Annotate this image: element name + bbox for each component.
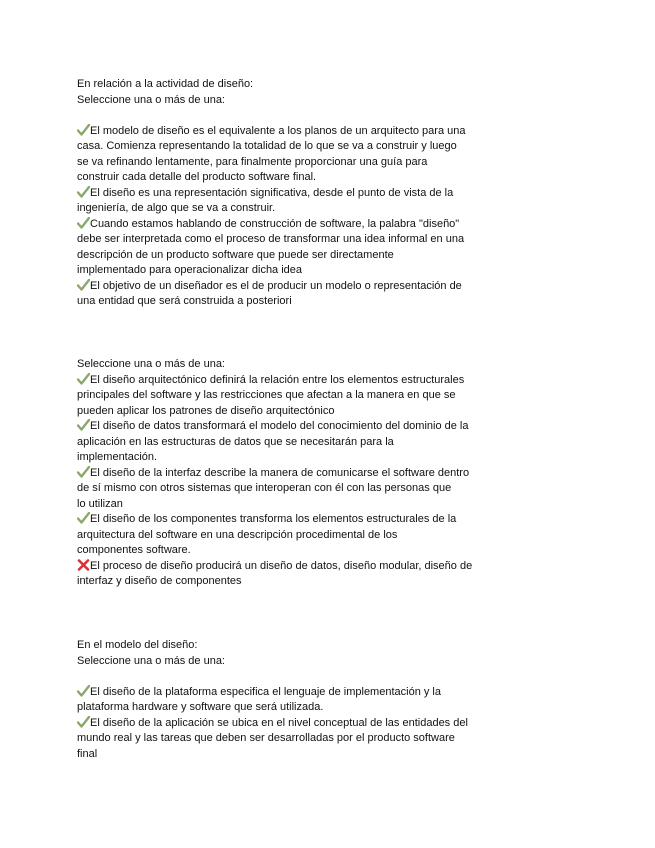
option-text: aplicación en las estructuras de datos que se necesitarán para la xyxy=(77,435,394,448)
answer-option xyxy=(77,419,517,466)
option-text: construir cada detalle del producto software final. xyxy=(77,171,317,183)
check-mark-icon xyxy=(77,466,90,478)
check-mark-icon xyxy=(77,217,90,229)
answer-option xyxy=(77,716,517,763)
option-text: casa. Comienza representando la totalidad de lo que se va a construir y luego xyxy=(77,140,457,152)
question-instruction: Seleccione una o más de una: xyxy=(77,93,225,106)
option-text: El proceso de diseño producirá un diseño de datos, diseño modular, diseño de xyxy=(90,559,473,572)
option-text: El diseño es una representación significativa, desde el punto de vista de la xyxy=(90,186,454,199)
option-text: El modelo de diseño es el equivalente a los planos de un arquitecto para una xyxy=(90,124,466,137)
option-text: ingeniería, de algo que se va a construir. xyxy=(77,202,276,214)
check-mark-icon xyxy=(77,419,90,431)
option-text: de sí mismo con otros sistemas que interoperan con él con las personas que xyxy=(77,482,452,494)
option-text: El diseño de la aplicación se ubica en el nivel conceptual de las entidades del xyxy=(90,716,468,729)
question-1 xyxy=(77,77,517,310)
option-text: El diseño de los componentes transforma los elementos estructurales de la xyxy=(90,513,457,525)
question-prompt: En el modelo del diseño: xyxy=(77,639,198,651)
question-prompt: En relación a la actividad de diseño: xyxy=(77,78,254,90)
option-text: principales del software y las restricciones que afectan a la manera en que se xyxy=(77,389,456,401)
option-text: se va refinando lentamente, para finalmente proporcionar una guía para xyxy=(77,155,428,168)
check-mark-icon xyxy=(77,716,90,728)
check-mark-icon xyxy=(77,373,90,385)
question-instruction: Seleccione una o más de una: xyxy=(77,654,225,667)
answer-option xyxy=(77,279,517,310)
answer-option xyxy=(77,512,517,559)
answer-option xyxy=(77,373,517,420)
option-text: El diseño arquitectónico definirá la relación entre los elementos estructurales xyxy=(90,373,465,386)
option-text: pueden aplicar los patrones de diseño arquitectónico xyxy=(77,404,335,417)
option-text: Cuando estamos hablando de construcción de software, la palabra "diseño" xyxy=(90,217,460,230)
answer-option xyxy=(77,559,517,590)
check-mark-icon xyxy=(77,186,90,198)
answer-option xyxy=(77,217,517,279)
question-3 xyxy=(77,638,517,762)
option-text: El diseño de la interfaz describe la manera de comunicarse el software dentro xyxy=(90,466,470,479)
answer-option xyxy=(77,685,517,716)
answer-option xyxy=(77,124,517,186)
option-text: El diseño de la plataforma especifica el lenguaje de implementación y la xyxy=(90,685,441,698)
option-text: lo utilizan xyxy=(77,497,123,510)
option-text: implementado para operacionalizar dicha idea xyxy=(77,264,303,276)
option-text: descripción de un producto software que puede ser directamente xyxy=(77,248,394,261)
answer-option xyxy=(77,466,517,513)
option-text: una entidad que será construida a posteriori xyxy=(77,295,292,307)
check-mark-icon xyxy=(77,685,90,697)
option-text: El objetivo de un diseñador es el de producir un modelo o representación de xyxy=(90,279,462,292)
option-text: arquitectura del software en una descripción procedimental de los xyxy=(77,528,398,541)
option-text: componentes software. xyxy=(77,544,191,556)
check-mark-icon xyxy=(77,124,90,136)
question-2 xyxy=(77,357,517,590)
cross-mark-icon xyxy=(77,559,90,571)
option-text: interfaz y diseño de componentes xyxy=(77,575,242,587)
check-mark-icon xyxy=(77,512,90,524)
option-text: final xyxy=(77,747,98,760)
answer-option xyxy=(77,186,517,217)
check-mark-icon xyxy=(77,279,90,291)
option-text: debe ser interpretada como el proceso de transformar una idea informal en una xyxy=(77,233,465,245)
option-text: mundo real y las tareas que deben ser desarrolladas por el producto software xyxy=(77,732,455,744)
option-text: plataforma hardware y software que será utilizada. xyxy=(77,701,324,713)
question-instruction: Seleccione una o más de una: xyxy=(77,358,225,370)
option-text: El diseño de datos transformará el modelo del conocimiento del dominio de la xyxy=(90,420,469,432)
option-text: implementación. xyxy=(77,451,158,463)
